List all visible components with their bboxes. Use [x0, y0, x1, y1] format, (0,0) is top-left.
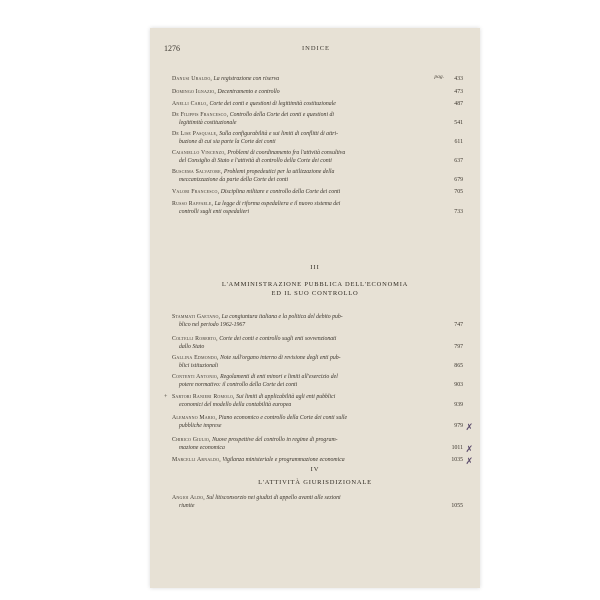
- toc-entry-page: 487: [454, 101, 463, 107]
- toc-entry-title-cont: meccanizzazione da parte della Corte dei conti: [179, 177, 289, 183]
- toc-entry: [172, 335, 463, 351]
- deceased-dagger-mark: +: [164, 394, 168, 400]
- toc-entry-page: 541: [454, 120, 463, 126]
- section-iv-number: IV: [310, 466, 320, 473]
- toc-entry-title-cont: blico nel periodo 1962-1967: [179, 322, 246, 328]
- toc-entry-title: Controllo della Corte dei conti e questioni di: [228, 112, 335, 118]
- toc-entry-title: Problemi propedeutici per la utilizzazione della: [222, 169, 335, 175]
- toc-entry-title-cont: mazione economica: [179, 445, 225, 451]
- toc-entry: [172, 436, 473, 455]
- toc-entry: [172, 414, 473, 433]
- toc-entry-author: Anelli Carlo,: [172, 101, 208, 107]
- toc-entry: [172, 188, 463, 196]
- toc-entry-author: Domingo Ignazio,: [172, 89, 216, 95]
- section-iii-title-line2: ED IL SUO CONTROLLO: [271, 290, 359, 297]
- toc-entry: [172, 111, 463, 127]
- page-title: INDICE: [301, 45, 331, 52]
- pen-cross-mark: ✗: [465, 423, 473, 433]
- toc-entry-author: Coltelli Roberto,: [172, 336, 218, 342]
- toc-entry-title-cont: economici del modello della contabilità europea: [179, 402, 292, 408]
- toc-entry-author: Sartori Ranieri Romolo,: [172, 394, 235, 400]
- toc-entry-author: Stammati Gaetano,: [172, 314, 221, 320]
- document-page: [150, 28, 480, 588]
- toc-entry-page: 1011: [451, 445, 463, 451]
- toc-entry-title: Note sull'organo interno di revisione degli enti pub-: [218, 355, 341, 361]
- pag-label: pag.: [434, 74, 444, 80]
- toc-entry-author: Angioi Aldo,: [172, 495, 205, 501]
- toc-entry-author: De Lise Pasquale,: [172, 131, 218, 137]
- toc-entry-title: Regolamenti di enti minori e limiti all'esercizio del: [218, 374, 338, 380]
- toc-entry-title: Disciplina militare e controllo della Corte dei conti: [219, 189, 341, 195]
- toc-entry-title: Piano economico e controllo della Corte dei conti sulle: [217, 415, 348, 421]
- toc-entry-page: 865: [454, 363, 463, 369]
- toc-entry-title: Sulla configurabilità e sui limiti di conflitti di attri-: [217, 131, 339, 137]
- toc-entry: [172, 130, 463, 146]
- toc-entry-title-cont: controlli sugli enti ospedalieri: [179, 209, 250, 215]
- toc-entry-title: La legge di riforma ospedaliera e il nuovo sistema dei: [213, 201, 341, 207]
- toc-entry: [172, 373, 463, 389]
- section-iii-number: III: [310, 264, 320, 271]
- toc-entry-author: Chirico Giulio,: [172, 437, 211, 443]
- toc-entry-author: Gallina Edmondo,: [172, 355, 219, 361]
- toc-entry: [172, 494, 463, 510]
- toc-entry-author: Alemanno Mario,: [172, 415, 218, 421]
- toc-entry-page: 433: [454, 76, 463, 82]
- toc-entry: [164, 393, 463, 409]
- page-number: 1276: [164, 44, 180, 53]
- toc-entry-page: 473: [454, 89, 463, 95]
- toc-entry-title-cont: riunite: [179, 503, 195, 509]
- toc-entry: [172, 456, 473, 467]
- toc-entry-page: 733: [454, 209, 463, 215]
- toc-entry: [172, 100, 463, 108]
- toc-entry-title-cont: blici istituzionali: [179, 363, 219, 369]
- toc-entry-author: Valori Francesco,: [172, 189, 220, 195]
- toc-entry-page: 679: [454, 177, 463, 183]
- toc-entry-title: Problemi di coordinamento fra l'attività consultiva: [225, 150, 346, 156]
- toc-entry-title: Corte dei conti e controllo sugli enti sovvenzionati: [217, 336, 337, 342]
- toc-entry-title-cont: potere normativo: il controllo della Corte dei conti: [179, 382, 298, 388]
- toc-entry-page: 611: [454, 139, 463, 145]
- toc-entry-title-cont: legittimità costituzionale: [179, 120, 237, 126]
- toc-entry-title: Vigilanza ministeriale e programmazione economica: [220, 457, 345, 463]
- toc-entry-page: 979: [454, 423, 463, 429]
- toc-entry-title: La registrazione con riserva: [212, 76, 280, 82]
- toc-entry-title-cont: del Consiglio di Stato e l'attività di controllo della Corte dei conti: [179, 158, 332, 164]
- toc-entry: [172, 88, 463, 96]
- toc-entry-title: Nuove prospettive del controllo in regime di program-: [210, 437, 338, 443]
- toc-entry: [172, 200, 463, 216]
- toc-entry: [172, 168, 463, 184]
- toc-entry-title: Decentramento e controllo: [216, 89, 280, 95]
- toc-entry-author: De Filippis Francesco,: [172, 112, 229, 118]
- toc-entry-page: 1035: [451, 457, 463, 463]
- section-iv-title: L'ATTIVITÀ GIURISDIZIONALE: [258, 479, 372, 486]
- toc-entry: [172, 149, 463, 165]
- toc-entry-author: Caianiello Vincenzo,: [172, 150, 226, 156]
- toc-entry: [172, 75, 463, 83]
- toc-entry-title: Corte dei conti e questioni di legittimità costituzionale: [208, 101, 336, 107]
- toc-entry-author: Danusi Ubaldo,: [172, 76, 213, 82]
- toc-entry-title-cont: buzione di cui sia parte la Corte dei conti: [179, 139, 276, 145]
- toc-entry-page: 1055: [451, 503, 463, 509]
- toc-entry-author: Buscema Salvatore,: [172, 169, 223, 175]
- toc-entry-page: 797: [454, 344, 463, 350]
- toc-entry-title: Sul litisconsorzio nei giudizi di appello avanti alle sezioni: [204, 495, 341, 501]
- toc-entry: [172, 313, 463, 329]
- toc-entry-author: Contenti Antonio,: [172, 374, 219, 380]
- toc-entry-title: Sui limiti di applicabilità agli enti pubblici: [234, 394, 336, 400]
- toc-entry-page: 939: [454, 402, 463, 408]
- toc-entry-author: Marcelli Arnaldo,: [172, 457, 221, 463]
- toc-entry-author: Russo Raffaele,: [172, 201, 214, 207]
- toc-entry-title-cont: pubbliche imprese: [179, 423, 222, 429]
- toc-entry-page: 747: [454, 322, 463, 328]
- toc-entry: [172, 354, 463, 370]
- section-iii-title-line1: L'AMMINISTRAZIONE PUBBLICA DELL'ECONOMIA: [221, 281, 409, 288]
- toc-entry-page: 637: [454, 158, 463, 164]
- pen-cross-mark: ✗: [465, 457, 473, 467]
- toc-entry-page: 705: [454, 189, 463, 195]
- pen-cross-mark: ✗: [465, 445, 473, 455]
- toc-entry-page: 903: [454, 382, 463, 388]
- toc-entry-title-cont: dallo Stato: [179, 344, 205, 350]
- toc-entry-title: La congiuntura italiana e la politica del debito pub-: [220, 314, 343, 320]
